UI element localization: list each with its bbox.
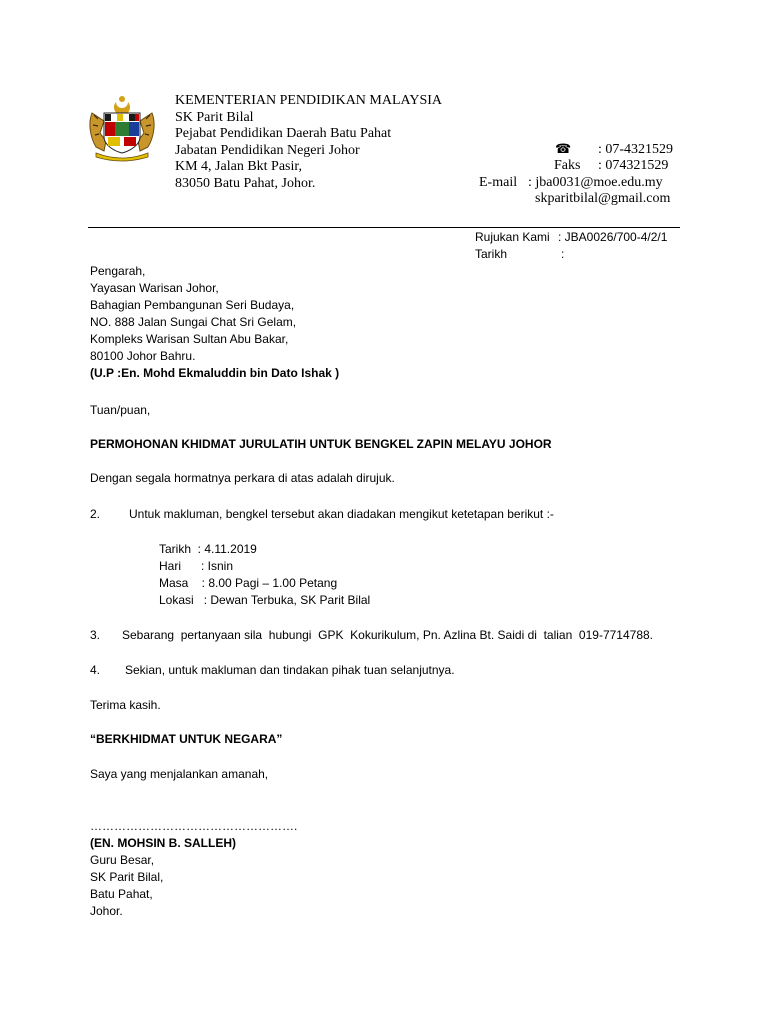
signature-dots: ……………………………………………. — [90, 819, 298, 833]
email-address-2: skparitbilal@gmail.com — [535, 191, 671, 206]
district-office: Pejabat Pendidikan Daerah Batu Pahat — [175, 126, 392, 141]
signatory-name: (EN. MOHSIN B. SALLEH) — [90, 836, 236, 850]
date-value: : — [561, 247, 565, 261]
reference-label: Rujukan Kami — [475, 230, 550, 244]
intro-paragraph: Dengan segala hormatnya perkara di atas adalah dirujuk. — [90, 471, 395, 485]
paragraph-3-number: 3. — [90, 628, 101, 642]
signatory-line: Batu Pahat, — [90, 887, 153, 901]
recipient-line: Kompleks Warisan Sultan Abu Bakar, — [90, 332, 289, 346]
detail-day: Hari : Isnin — [159, 559, 234, 573]
recipient-line: Pengarah, — [90, 264, 146, 278]
attention-line: (U.P :En. Mohd Ekmaluddin bin Dato Ishak ) — [90, 366, 340, 380]
recipient-line: 80100 Johor Bahru. — [90, 349, 196, 363]
paragraph-4-number: 4. — [90, 663, 101, 677]
recipient-line: Yayasan Warisan Johor, — [90, 281, 219, 295]
state-department: Jabatan Pendidikan Negeri Johor — [175, 142, 360, 158]
recipient-line: Bahagian Pembangunan Seri Budaya, — [90, 298, 295, 312]
email-label: E-mail — [479, 175, 518, 190]
trust-line: Saya yang menjalankan amanah, — [90, 767, 269, 781]
address-line-2: 83050 Batu Pahat, Johor. — [175, 175, 316, 191]
malaysia-coat-of-arms-icon — [86, 93, 158, 163]
recipient-line: NO. 888 Jalan Sungai Chat Sri Gelam, — [90, 315, 297, 329]
address-line-1: KM 4, Jalan Bkt Pasir, — [175, 159, 302, 174]
detail-time: Masa : 8.00 Pagi – 1.00 Petang — [159, 576, 338, 590]
paragraph-2-number: 2. — [90, 507, 101, 521]
ministry-name: KEMENTERIAN PENDIDIKAN MALAYSIA — [175, 93, 443, 108]
fax-number: : 074321529 — [598, 158, 669, 173]
fax-label: Faks — [554, 158, 581, 173]
telephone-icon: ☎ — [555, 141, 572, 156]
salutation: Tuan/puan, — [90, 403, 151, 417]
detail-date: Tarikh : 4.11.2019 — [159, 542, 257, 556]
motto: “BERKHIDMAT UNTUK NEGARA” — [90, 732, 283, 746]
date-label: Tarikh — [475, 247, 508, 261]
signatory-line: Guru Besar, — [90, 853, 155, 867]
paragraph-2-text: Untuk makluman, bengkel tersebut akan diadakan mengikut ketetapan berikut :- — [129, 507, 554, 521]
detail-location: Lokasi : Dewan Terbuka, SK Parit Bilal — [159, 593, 371, 607]
paragraph-4-text: Sekian, untuk makluman dan tindakan pihak tuan selanjutnya. — [125, 663, 455, 677]
signatory-line: Johor. — [90, 904, 123, 918]
recipient-address — [90, 263, 339, 382]
signature-block — [90, 818, 297, 920]
paragraph-3-text: Sebarang pertanyaan sila hubungi GPK Kokurikulum, Pn. Azlina Bt. Saidi di talian 019-7714788. — [122, 628, 653, 642]
email-address-1: : jba0031@moe.edu.my — [528, 175, 663, 190]
closing-thanks: Terima kasih. — [90, 698, 161, 712]
phone-number: : 07-4321529 — [598, 142, 674, 157]
signatory-line: SK Parit Bilal, — [90, 870, 164, 884]
subject-line: PERMOHONAN KHIDMAT JURULATIH UNTUK BENGKEL ZAPIN MELAYU JOHOR — [90, 437, 552, 451]
workshop-details — [159, 541, 370, 609]
school-name: SK Parit Bilal — [175, 109, 254, 125]
reference-value: : JBA0026/700-4/2/1 — [558, 230, 668, 244]
header-divider — [88, 227, 680, 228]
